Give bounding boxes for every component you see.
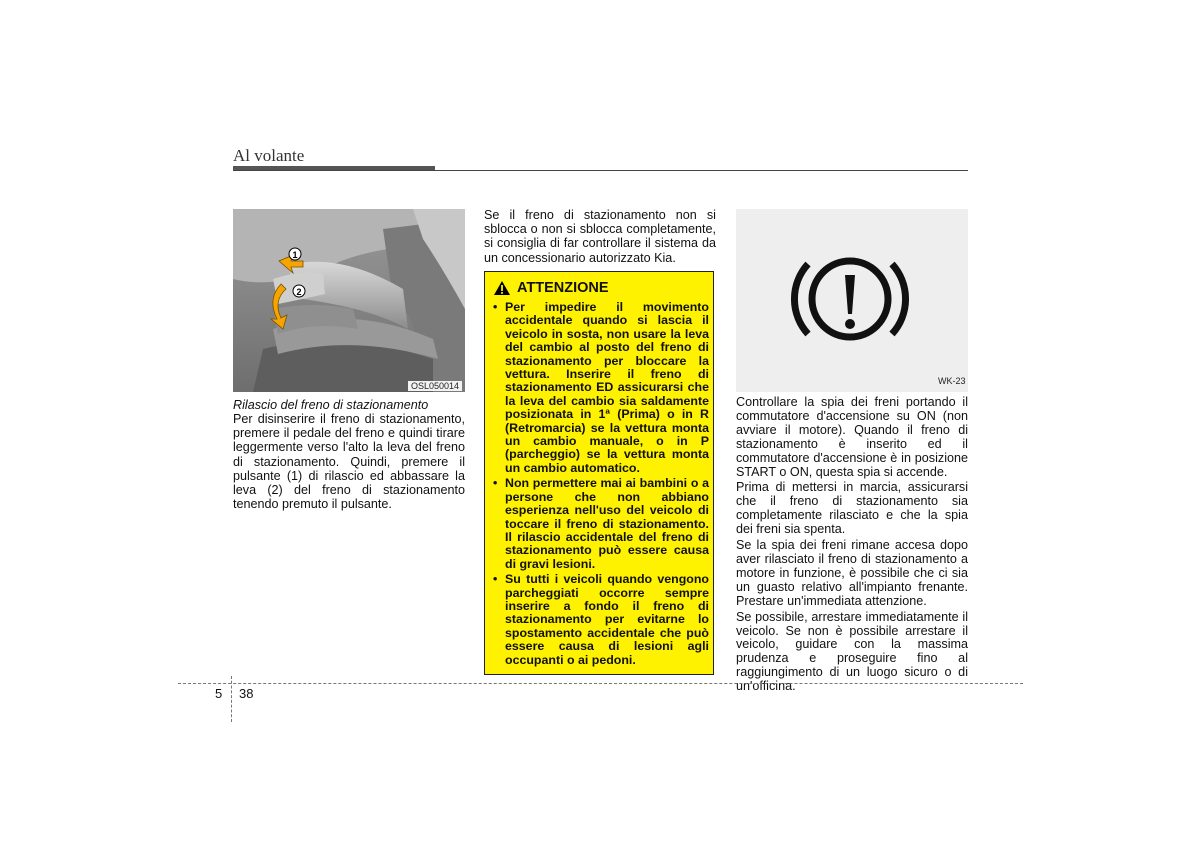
paragraph: Controllare la spia dei freni portando il commutatore d'accensione su ON (non avviare il motore). Quando il freno di stazionamento è inserito ed il commutatore d'accensione è in posizione START o ON, questa spia si accende. bbox=[736, 395, 968, 479]
warning-header bbox=[493, 280, 609, 296]
callout-2-label: 2 bbox=[296, 287, 302, 297]
release-instructions: Per disinserire il freno di stazionamento, premere il pedale del freno e quindi tirare leggermente verso l'alto la leva del freno di stazionamento. Quindi, premere il pulsante (1) di rilascio ed abbassare la leva (2) del freno di stazionamento tenendo premuto il pulsante. bbox=[233, 412, 465, 512]
header-rule bbox=[233, 170, 968, 171]
photo-code: OSL050014 bbox=[408, 381, 462, 391]
brake-warning-lamp-figure bbox=[736, 209, 968, 392]
warning-list bbox=[491, 301, 709, 669]
parking-brake-photo bbox=[233, 209, 465, 392]
page-number: 38 bbox=[239, 686, 254, 701]
warning-item: • Su tutti i veicoli quando vengono parcheggiati occorre sempre inserire a fondo il freno di stazionamento per evitarne lo spostamento accidentale che può essere causa di lesioni agli occupanti o ai pedoni. bbox=[491, 573, 709, 667]
lamp-code: WK-23 bbox=[938, 376, 966, 386]
section-number: 5 bbox=[215, 686, 223, 701]
brake-lamp-description bbox=[736, 396, 968, 696]
warning-box bbox=[484, 271, 714, 675]
warning-title: ATTENZIONE bbox=[517, 280, 609, 296]
brake-warning-light-icon bbox=[736, 209, 968, 392]
dealer-advice-paragraph: Se il freno di stazionamento non si sblocca o non si sblocca completamente, si consiglia di far controllare il sistema da un concessionario autorizzato Kia. bbox=[484, 208, 716, 265]
parking-brake-illustration bbox=[233, 209, 465, 392]
paragraph: Se la spia dei freni rimane accesa dopo aver rilasciato il freno di stazionamento a motore in funzione, è possibile che ci sia un guasto relativo all'impianto frenante. Prestare un'immediata attenzione. bbox=[736, 538, 968, 608]
chapter-title: Al volante bbox=[233, 146, 305, 165]
callout-1-label: 1 bbox=[292, 250, 298, 260]
warning-item: • Non permettere mai ai bambini o a persone che non abbiano esperienza nell'uso del veicolo di toccare il freno di stazionamento. Il rilascio accidentale del freno di stazionamento può essere causa di gravi lesioni. bbox=[491, 477, 709, 571]
paragraph: Se possibile, arrestare immediatamente il veicolo. Se non è possibile arrestare il veicolo, guidare con la massima prudenza e proseguire fino al raggiungimento di un luogo sicuro o di un'officina. bbox=[736, 609, 968, 694]
footer-rule bbox=[178, 683, 1023, 684]
paragraph: Prima di mettersi in marcia, assicurarsi che il freno di stazionamento sia completamente rilasciato e che la spia dei freni sia spenta. bbox=[736, 480, 968, 537]
warning-triangle-icon bbox=[493, 280, 511, 296]
photo-caption: Rilascio del freno di stazionamento bbox=[233, 398, 429, 412]
footer-divider bbox=[231, 676, 232, 722]
warning-item: • Per impedire il movimento accidentale quando si lascia il veicolo in sosta, non usare la leva del cambio al posto del freno di stazionamento per bloccare la vettura. Inserire il freno di stazionamento ED assicurarsi che la leva del cambio sia saldamente posizionata in 1ª (Prima) o in R (Retromarcia) se la vettura monta un cambio manuale, o in P (parcheggio) se la vettura monta un cambio automatico. bbox=[491, 301, 709, 475]
